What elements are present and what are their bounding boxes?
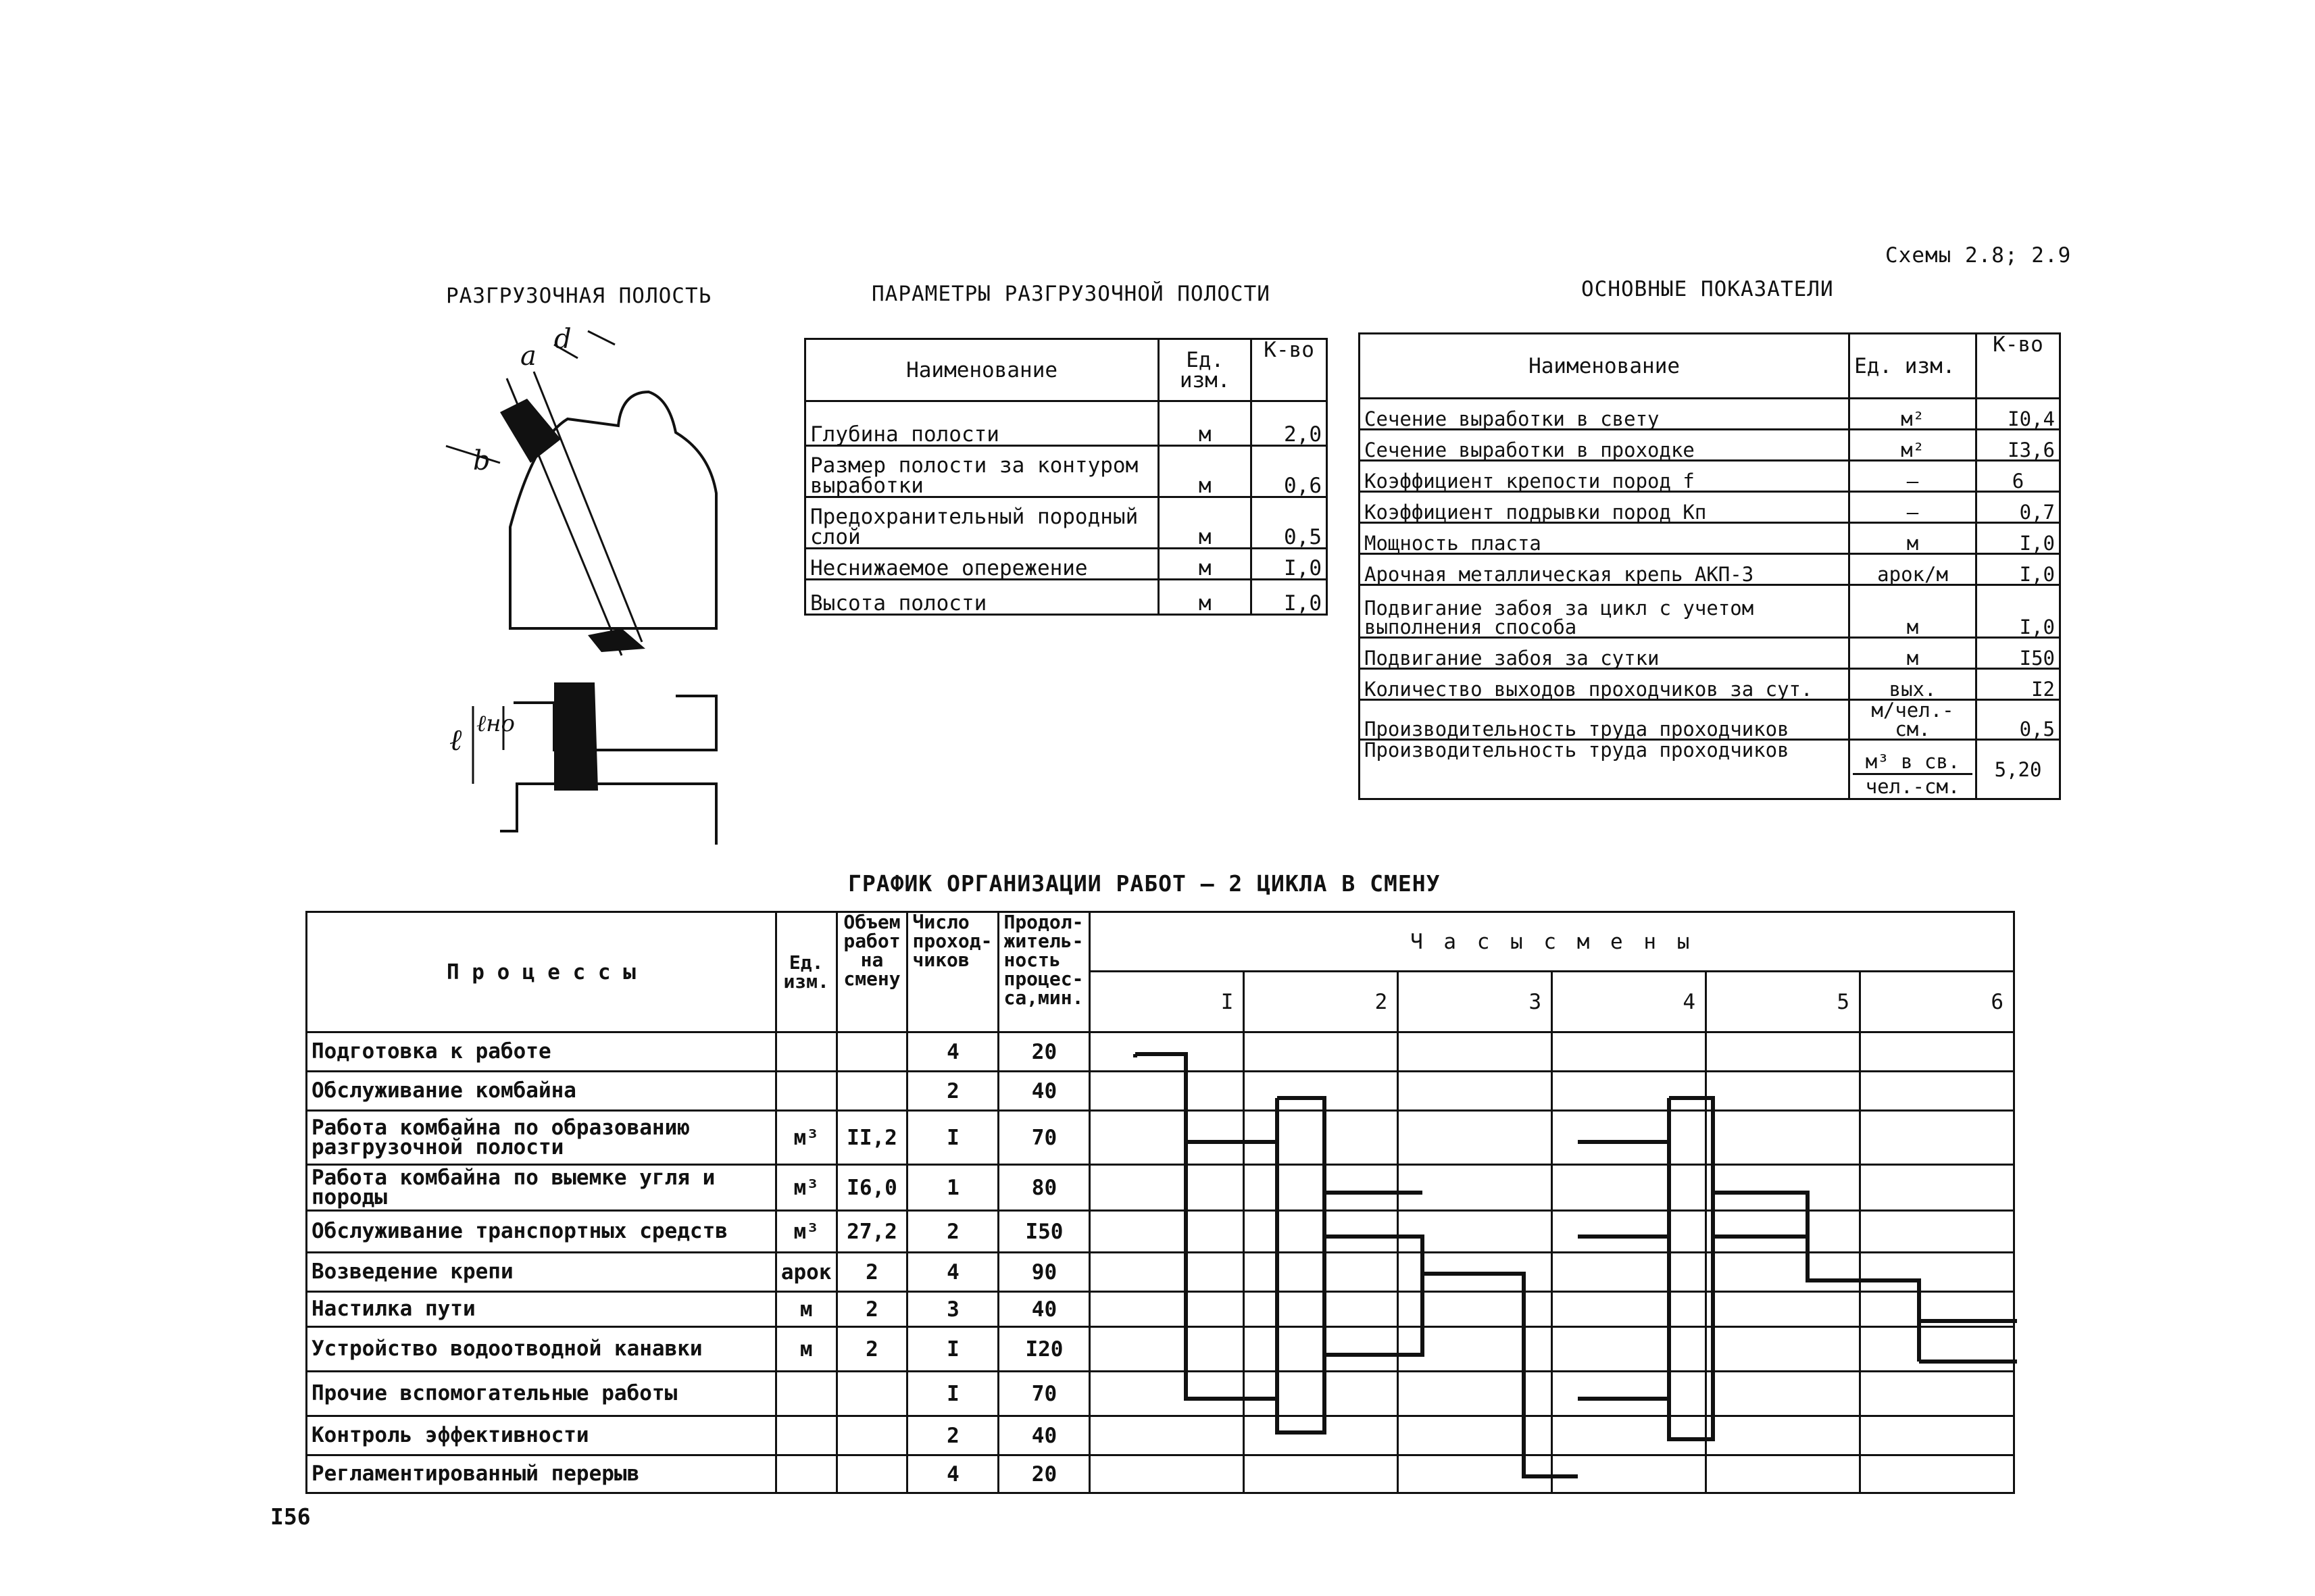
sched-col-duration: Продол- житель- ность процес- са,мин. (999, 912, 1090, 1032)
params-col-qty: К-во (1251, 339, 1327, 401)
indicators-col-qty: К-во (1976, 334, 2060, 399)
duration-cell: 40 (999, 1072, 1090, 1111)
duration-cell: I50 (999, 1211, 1090, 1253)
unit-cell: м (776, 1292, 837, 1327)
duration-cell: 70 (999, 1111, 1090, 1165)
indicators-col-name: Наименование (1360, 334, 1849, 399)
schedule-title: ГРАФИК ОРГАНИЗАЦИИ РАБОТ – 2 ЦИКЛА В СМЕНУ (848, 870, 1441, 897)
indicators-row: Производительность труда проходчиков м/чел.-см. 0,5 (1360, 700, 2060, 740)
volume-cell: 2 (837, 1253, 907, 1292)
hour-label: 5 (1706, 972, 1860, 1032)
indicators-row: Сечение выработки в проходке м² I3,6 (1360, 430, 2060, 461)
duration-cell: 80 (999, 1165, 1090, 1211)
svg-text:b: b (473, 445, 491, 476)
workers-cell: I (907, 1327, 999, 1372)
indicators-row: Подвигание забоя за цикл с учетом выполнения способа м I,0 (1360, 585, 2060, 638)
volume-cell: 2 (837, 1292, 907, 1327)
indicators-row: Производительность труда проходчиков м³ в св. чел.-см. 5,20 (1360, 740, 2060, 799)
params-row: Глубина полости м 2,0 (805, 401, 1327, 446)
process-cell: Регламентированный перерыв (307, 1455, 776, 1493)
process-cell: Прочие вспомогательные работы (307, 1372, 776, 1416)
process-cell: Настилка пути (307, 1292, 776, 1327)
params-col-name: Наименование (805, 339, 1159, 401)
params-title: ПАРАМЕТРЫ РАЗГРУЗОЧНОЙ ПОЛОСТИ (872, 282, 1270, 306)
indicators-row: Количество выходов проходчиков за сут. вых. I2 (1360, 669, 2060, 700)
volume-cell: 2 (837, 1327, 907, 1372)
page-number: I56 (270, 1503, 311, 1530)
svg-text:a: a (520, 341, 537, 372)
sched-hours-label: Ч а с ы с м е н ы (1090, 912, 2014, 972)
params-col-unit: Ед. изм. (1159, 339, 1251, 401)
volume-cell: II,2 (837, 1111, 907, 1165)
indicators-title: ОСНОВНЫЕ ПОКАЗАТЕЛИ (1581, 277, 1834, 301)
schemes-label: Схемы 2.8; 2.9 (1885, 243, 2072, 268)
gantt-bar (1277, 1098, 1324, 1432)
indicators-row: Коэффициент крепости пород f – 6 (1360, 461, 2060, 492)
gantt-bar (1135, 1054, 1277, 1142)
duration-cell: 40 (999, 1416, 1090, 1455)
unit-cell: арок (776, 1253, 837, 1292)
duration-cell: 70 (999, 1372, 1090, 1416)
duration-cell: 20 (999, 1455, 1090, 1493)
sched-col-volume: Объем работ на смену (837, 912, 907, 1032)
indicators-row: Сечение выработки в свету м² I0,4 (1360, 399, 2060, 430)
workers-cell: 2 (907, 1416, 999, 1455)
sched-col-workers: Число проход- чиков (907, 912, 999, 1032)
process-cell: Подготовка к работе (307, 1032, 776, 1072)
indicators-row: Подвигание забоя за сутки м I50 (1360, 638, 2060, 669)
hour-label: I (1090, 972, 1244, 1032)
indicators-row: Мощность пласта м I,0 (1360, 523, 2060, 554)
gantt-bar (1669, 1098, 1713, 1439)
workers-cell: 4 (907, 1455, 999, 1493)
svg-text:ℓно: ℓно (476, 710, 516, 737)
duration-cell: 20 (999, 1032, 1090, 1072)
process-cell: Возведение крепи (307, 1253, 776, 1292)
gantt-bar (1186, 1142, 1277, 1399)
workers-cell: 2 (907, 1211, 999, 1253)
params-row: Высота полости м I,0 (805, 580, 1327, 615)
duration-cell: 90 (999, 1253, 1090, 1292)
process-cell: Устройство водоотводной канавки (307, 1327, 776, 1372)
gantt-bar (1324, 1237, 1422, 1355)
hour-label: 3 (1398, 972, 1552, 1032)
unit-cell: м (776, 1327, 837, 1372)
svg-text:d: d (554, 324, 572, 355)
indicators-row: Коэффициент подрывки пород Кп – 0,7 (1360, 492, 2060, 523)
hour-label: 2 (1244, 972, 1398, 1032)
process-cell: Работа комбайна по образованию разгрузочной полости (307, 1111, 776, 1165)
process-cell: Обслуживание транспортных средств (307, 1211, 776, 1253)
workers-cell: I (907, 1111, 999, 1165)
process-cell: Обслуживание комбайна (307, 1072, 776, 1111)
params-row: Неснижаемое опережение м I,0 (805, 549, 1327, 580)
sched-col-process: П р о ц е с с ы (307, 912, 776, 1032)
hour-label: 6 (1860, 972, 2014, 1032)
process-cell: Работа комбайна по выемке угля и породы (307, 1165, 776, 1211)
volume-cell: I6,0 (837, 1165, 907, 1211)
workers-cell: 3 (907, 1292, 999, 1327)
unit-cell: м³ (776, 1111, 837, 1165)
gantt-bar (1713, 1193, 2017, 1321)
sched-col-unit: Ед. изм. (776, 912, 837, 1032)
workers-cell: 4 (907, 1032, 999, 1072)
indicators-row: Арочная металлическая крепь АКП-3 арок/м I,0 (1360, 554, 2060, 585)
duration-cell: 40 (999, 1292, 1090, 1327)
unit-cell: м³ (776, 1211, 837, 1253)
workers-cell: 1 (907, 1165, 999, 1211)
cavity-title: РАЗГРУЗОЧНАЯ ПОЛОСТЬ (446, 284, 712, 308)
indicators-col-unit: Ед. изм. (1849, 334, 1976, 399)
process-cell: Контроль эффективности (307, 1416, 776, 1455)
workers-cell: I (907, 1372, 999, 1416)
unit-fraction-top: м³ в св. (1853, 750, 1972, 775)
workers-cell: 2 (907, 1072, 999, 1111)
workers-cell: 4 (907, 1253, 999, 1292)
volume-cell: 27,2 (837, 1211, 907, 1253)
params-row: Предохранительный породный слой м 0,5 (805, 497, 1327, 549)
svg-text:ℓ: ℓ (449, 723, 462, 757)
unit-fraction-bottom: чел.-см. (1865, 775, 1960, 798)
hour-label: 4 (1552, 972, 1706, 1032)
unit-cell: м³ (776, 1165, 837, 1211)
duration-cell: I20 (999, 1327, 1090, 1372)
params-row: Размер полости за контуром выработки м 0,6 (805, 446, 1327, 497)
